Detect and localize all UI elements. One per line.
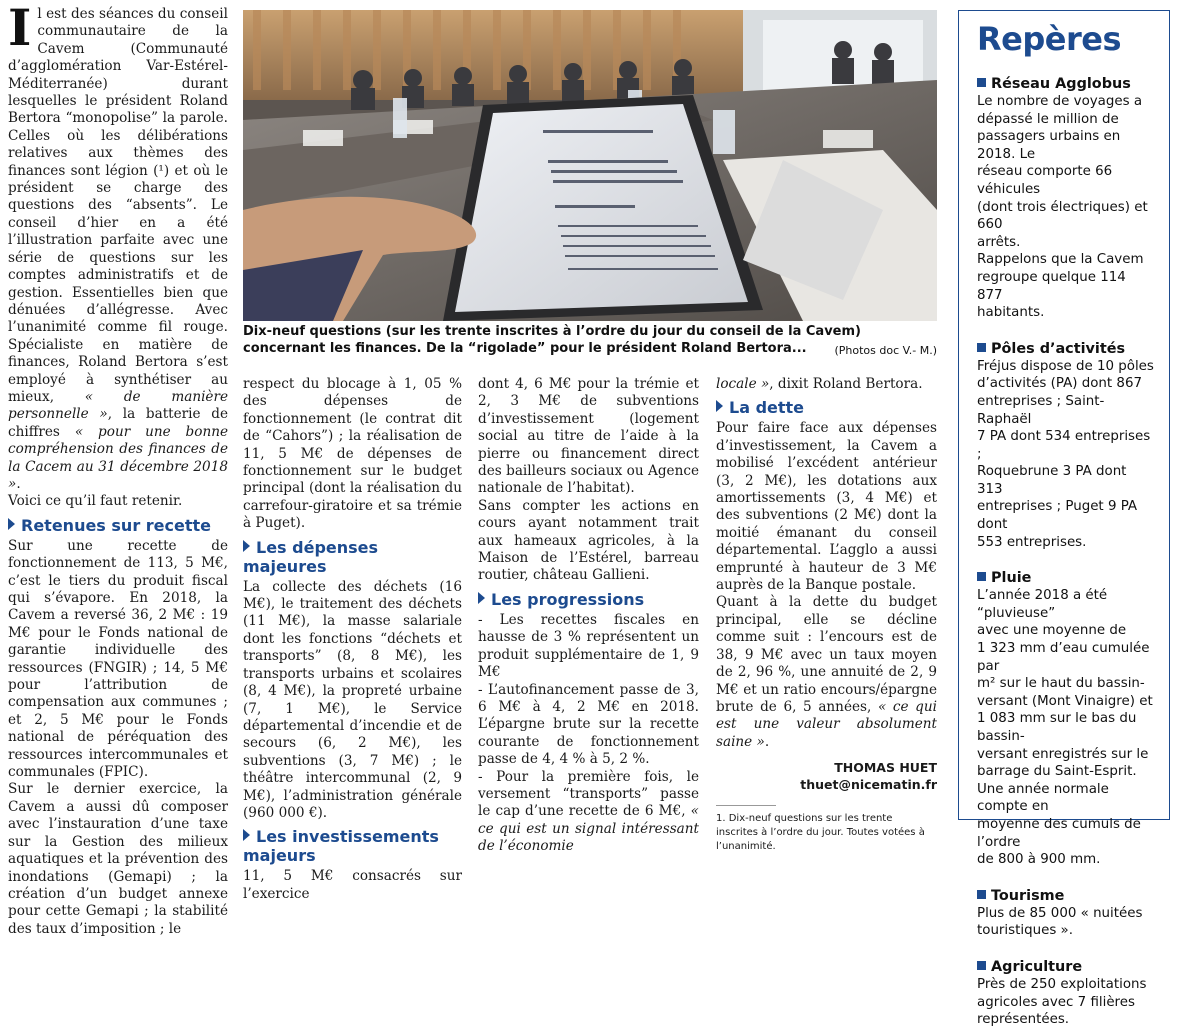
investissements-paragraph-2: dont 4, 6 M€ pour la trémie et 2, 3 M€ de subventions d’investissement (logement social au titre de l’aide à la pierre ou financement direct des bailleurs sociaux ou Agence nationale de l’habitat).: [478, 376, 699, 497]
repere-heading: Tourisme: [977, 887, 1155, 905]
article-column-2: [243, 376, 462, 903]
photo-caption: Dix-neuf questions (sur les trente inscrites à l’ordre du jour du conseil de la Cavem) concernant les finances. De la “rigolade” pour le président Roland Bertora... (Photos doc V.- M.): [243, 324, 937, 357]
progressions-paragraph-1: - Les recettes fiscales en hausse de 3 % représentent un produit supplémentaire de 1, 9 M€: [478, 611, 699, 681]
section-heading-depenses: Les dépenses majeures: [243, 537, 379, 576]
reperes-box: [958, 10, 1170, 1028]
section-arrow-icon: [478, 592, 485, 604]
article-photo: [243, 10, 937, 321]
author-name: THOMAS HUET: [834, 760, 937, 776]
author-signature: [716, 759, 937, 793]
repere-item: [977, 340, 1155, 552]
dette-paragraph-2: Quant à la dette du budget principal, elle se décline comme suit : l’encours est de 38, 9 M€ avec un taux moyen de 2, 96 %, une annuité de 2, 9 M€ et un ratio encours/épargne brute de 6, 5 années, « ce qui est une valeur absolument saine ».: [716, 594, 937, 750]
progressions-paragraph-4: locale », dixit Roland Bertora.: [716, 376, 923, 392]
section-arrow-icon: [716, 400, 723, 412]
lead-closing: Voici ce qu’il faut retenir.: [8, 493, 183, 510]
repere-heading: Pôles d’activités: [977, 340, 1155, 358]
section-heading-recettes: Retenues sur recette: [8, 516, 228, 535]
repere-item: [977, 569, 1155, 869]
recettes-paragraph-2: Sur le dernier exercice, la Cavem a aussi dû composer avec l’instauration d’une taxe sur la Gestion des milieux aquatiques et la prévention des inondations (Gemapi) ; la création d’un budget annexe pour cette Gemapi ; la stabilité des taux d’imposition ; le: [8, 781, 228, 937]
author-email[interactable]: thuet@nicematin.fr: [800, 777, 937, 793]
repere-body: Plus de 85 000 « nuitées touristiques ».: [977, 905, 1143, 939]
section-arrow-icon: [243, 540, 250, 552]
repere-heading: Pluie: [977, 569, 1155, 587]
section-arrow-icon: [243, 829, 250, 841]
square-bullet-icon: [977, 572, 986, 581]
section-arrow-icon: [8, 518, 15, 530]
repere-item: [977, 958, 1155, 1029]
investissements-paragraph-3: Sans compter les actions en cours ayant notamment trait aux hameaux agricoles, à la Maison de l’Estérel, barreau routier, château Gallieni.: [478, 497, 699, 584]
investissements-paragraph-1: 11, 5 M€ consacrés sur l’exercice: [243, 868, 462, 902]
article-column-3: [478, 376, 699, 856]
square-bullet-icon: [977, 343, 986, 352]
square-bullet-icon: [977, 78, 986, 87]
repere-body: Près de 250 exploitations agricoles avec 7 filières représentées.: [977, 976, 1147, 1028]
square-bullet-icon: [977, 890, 986, 899]
progressions-paragraph-2: - L’autofinancement passe de 3, 6 M€ à 4, 2 M€ en 2018. L’épargne brute sur la recette courante de fonctionnement passe de 4, 4 % à 5, 2 %.: [478, 681, 699, 768]
footnote-divider: [716, 805, 776, 806]
repere-heading: Réseau Agglobus: [977, 75, 1155, 93]
article-lead: Il est des séances du conseil communautaire de la Cavem (Communauté d’agglomération Var-Estérel-Méditerranée) durant lesquelles le président Roland Bertora “monopolise” la parole. Celles où les délibérations relatives aux thèmes des finances sont légion (¹) et où le président se charge des questions des “absents”. Le conseil d’hier en a été l’illustration parfaite avec une série de questions sur les comptes administratifs et de gestion. Essentielles bien que dénuées d’allégresse. Avec l’unanimité comme fil rouge. Spécialiste en matière de finances, Roland Bertora s’est employé à synthétiser au mieux, « de manière personnelle », la batterie de chiffres « pour une bonne compréhension des finances de la Cacem au 31 décembre 2018 ».: [8, 0, 229, 492]
repere-body: Fréjus dispose de 10 pôles d’activités (PA) dont 867 entreprises ; Saint-Raphaël 7 PA dont 534 entreprises ; Roquebrune 3 PA dont 313 entreprises ; Puget 9 PA dont 553 entreprises.: [977, 358, 1154, 550]
repere-body: Le nombre de voyages a dépassé le million de passagers urbains en 2018. Le réseau comporte 66 véhicules (dont trois électriques) et 660 arrêts. Rappelons que la Cavem regroupe quelque 114 877 habitants.: [977, 94, 1148, 321]
dropcap: I: [8, 0, 32, 57]
section-heading-investissements: Les investissements majeurs: [243, 827, 439, 866]
depenses-paragraph-1: La collecte des déchets (16 M€), le traitement des déchets (11 M€), la masse salariale dont les fonctions “déchets et transports” (8, 8 M€), les transports urbains et scolaires (8, 4 M€), la propreté urbaine (7, 1 M€), le Service départemental d’incendie et de secours (6, 2 M€), les subventions (3, 7 M€) ; le théâtre intercommunal (2, 9 M€), l’administration générale (960 000 €).: [243, 578, 462, 821]
article-column-1: [8, 0, 229, 938]
council-meeting-photo: [243, 10, 937, 321]
progressions-paragraph-3: - Pour la première fois, le versement “transports” passe le cap d’une recette de 6 M€, « ce qui est un signal intéressant de l’économie: [478, 768, 699, 855]
section-heading-dette: La dette: [716, 398, 937, 417]
repere-body: L’année 2018 a été “pluvieuse” avec une moyenne de 1 323 mm d’eau cumulée par m² sur le haut du bassin- versant (Mont Vinaigre) et 1 083 mm sur le bas du bassin- versant enregistrés sur le barrage du Saint-Esprit. Une année normale compte en moyenne des cumuls de l’ordre de 800 à 900 mm.: [977, 588, 1153, 868]
article-column-4: [716, 376, 937, 854]
square-bullet-icon: [977, 961, 986, 970]
photo-credit: (Photos doc V.- M.): [834, 344, 937, 357]
footnote: 1. Dix-neuf questions sur les trente inscrites à l’ordre du jour. Toutes votées à l’unanimité.: [716, 813, 925, 853]
repere-item: [977, 887, 1155, 940]
reperes-title: Repères: [977, 20, 1121, 58]
repere-item: [977, 75, 1155, 322]
recettes-paragraph-1: Sur une recette de fonctionnement de 113, 5 M€, c’est le tiers du produit fiscal qui s’évapore. En 2018, la Cavem a reversé 36, 2 M€ : 19 M€ pour le Fonds national de garantie individuelle des ressources (FNGIR) ; 14, 5 M€ pour l’attribution de compensation aux communes ; et 2, 5 M€ pour le Fonds national de péréquation des ressources intercommunales et communales (FPIC).: [8, 537, 228, 781]
section-heading-progressions: Les progressions: [478, 590, 699, 609]
dette-paragraph-1: Pour faire face aux dépenses d’investissement, la Cavem a mobilisé l’excédent antérieur (3, 2 M€), les dotations aux amortissements (3, 4 M€) et des subventions (2 M€) dont la moitié émanant du conseil départemental. L’agglo a aussi emprunté à hauteur de 3 M€ auprès de la Banque postale.: [716, 420, 937, 594]
repere-heading: Agriculture: [977, 958, 1155, 976]
recettes-paragraph-3: respect du blocage à 1, 05 % des dépenses de fonctionnement (le contrat dit de “Cahors”) ; la réalisation de 11, 5 M€ de dépenses de fonctionnement sur le budget principal (dont la réalisation du carrefour-giratoire et sa trémie à Puget).: [243, 376, 462, 532]
